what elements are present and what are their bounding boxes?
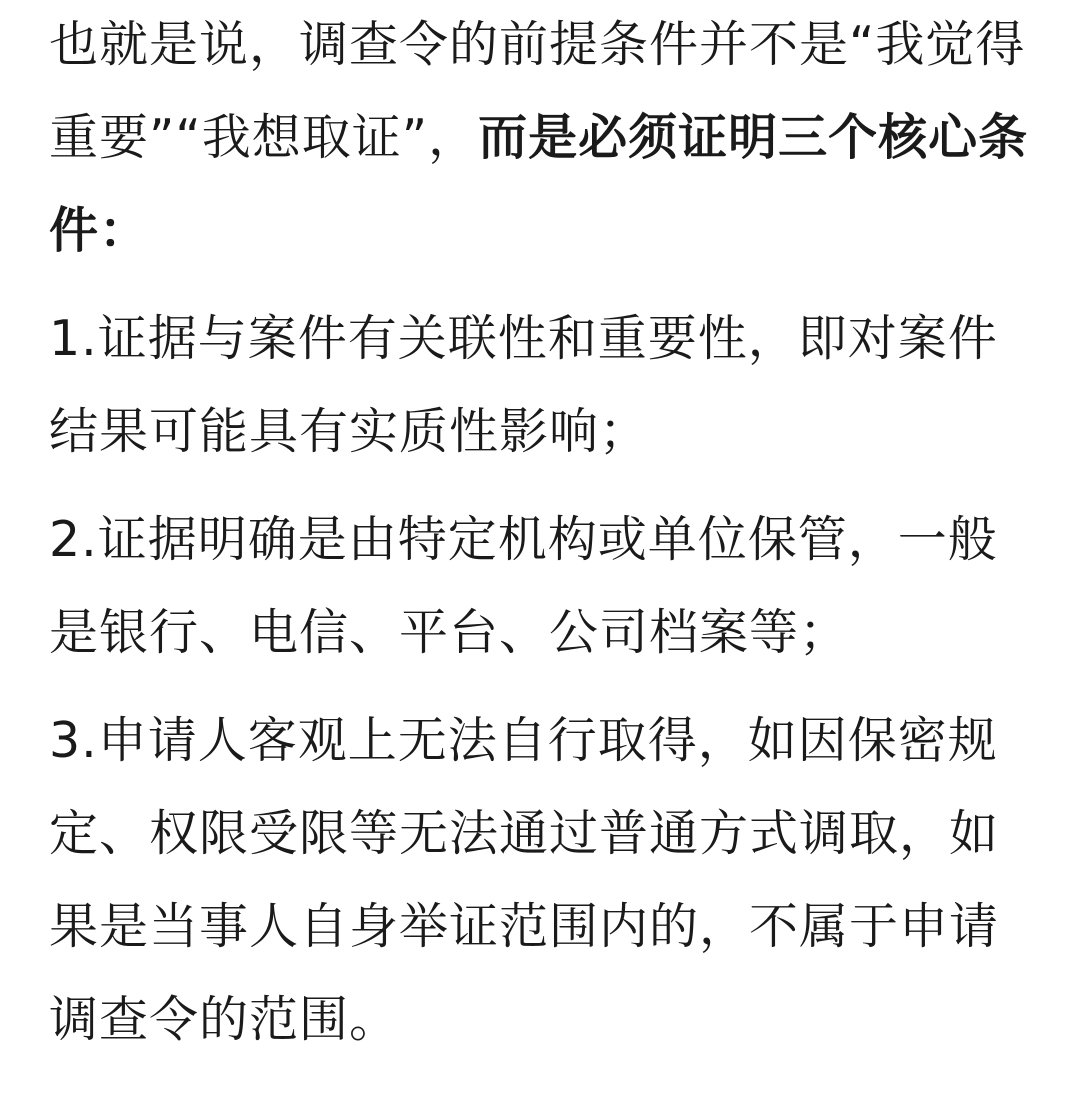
article-body [49,0,1039,1066]
intro-paragraph [49,0,1039,277]
intro-emphasis: 而是必须证明三个核心条件： [49,109,1029,259]
condition-1: 1.证据与案件有关联性和重要性，即对案件结果可能具有实质性影响； [49,310,998,460]
condition-3: 3.申请人客观上无法自行取得，如因保密规定、权限受限等无法通过普通方式调取，如果是当事人自身举证范围内的，不属于申请调查令的范围。 [49,712,1000,1048]
condition-2: 2.证据明确是由特定机构或单位保管，一般是银行、电信、平台、公司档案等； [49,511,998,661]
intro-text: 也就是说，调查令的前提条件并不是“我觉得重要”“我想取证”， [49,16,1026,166]
